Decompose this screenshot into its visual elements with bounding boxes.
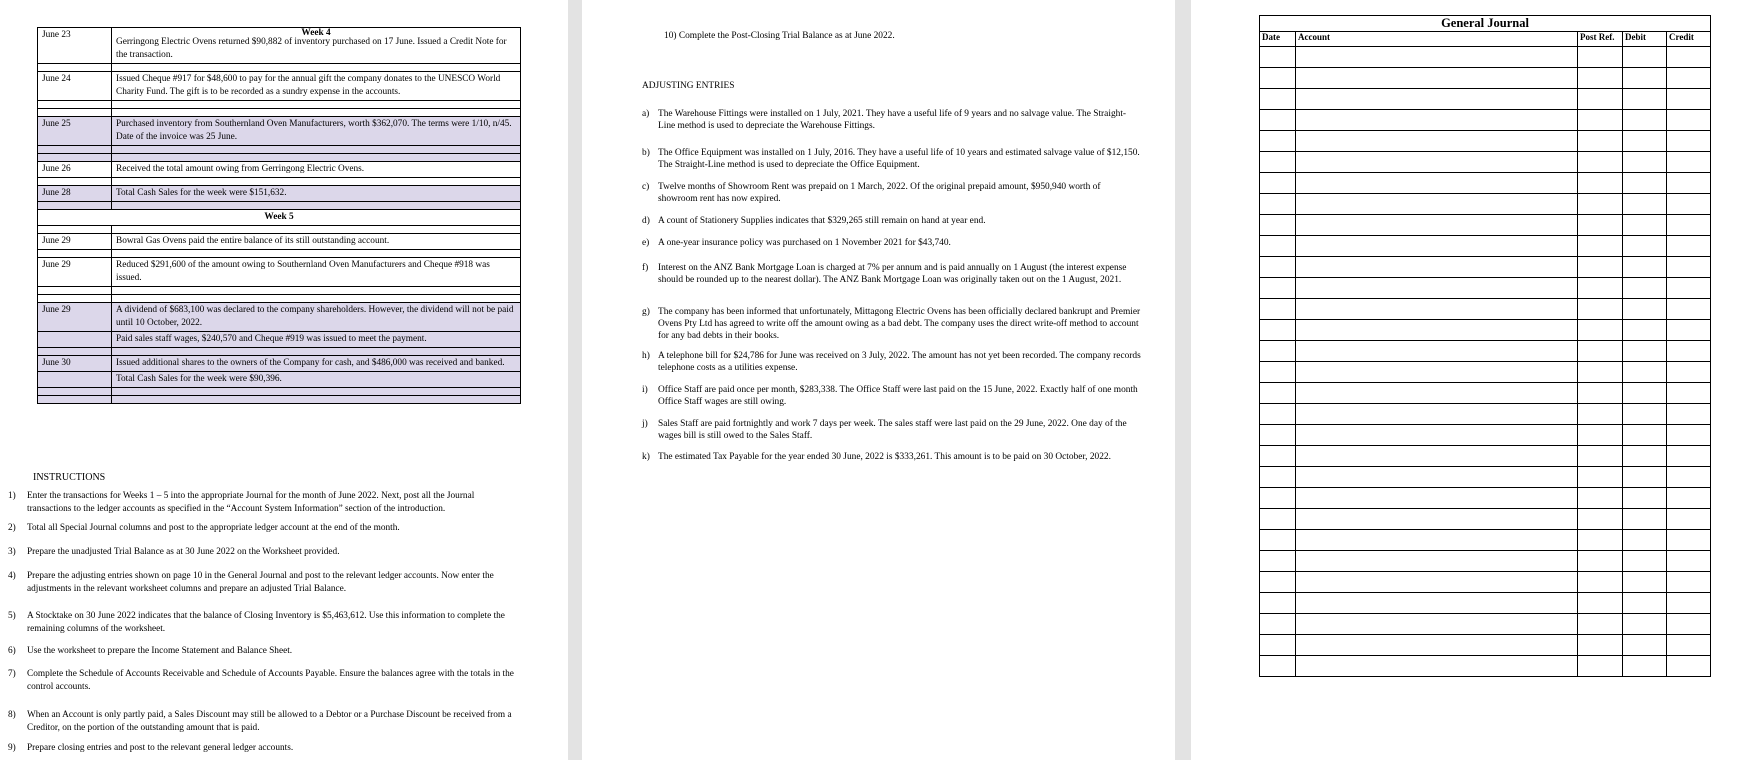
journal-row: [1260, 68, 1711, 89]
credit-cell[interactable]: [1667, 341, 1711, 362]
account-cell[interactable]: [1296, 383, 1578, 404]
instruction-number: 9): [8, 743, 16, 753]
transaction-row: [38, 372, 521, 388]
instruction-number: 1): [8, 491, 16, 501]
entry-text: A count of Stationery Supplies indicates that $329,265 still remain on hand at year end.: [658, 216, 986, 226]
instruction-number: 8): [8, 710, 16, 720]
account-cell[interactable]: [1296, 404, 1578, 425]
journal-row: [1260, 173, 1711, 194]
debit-cell[interactable]: [1623, 152, 1667, 173]
account-cell[interactable]: [1296, 635, 1578, 656]
debit-cell[interactable]: [1623, 467, 1667, 488]
date-cell[interactable]: [1260, 131, 1296, 152]
page-gutter: [1175, 0, 1191, 760]
credit-cell[interactable]: [1667, 47, 1711, 68]
journal-header-row: [1260, 32, 1711, 47]
post-ref-cell[interactable]: [1578, 215, 1623, 236]
journal-row: [1260, 467, 1711, 488]
transaction-row: [38, 162, 521, 178]
credit-cell[interactable]: [1667, 383, 1711, 404]
post-ref-cell[interactable]: [1578, 173, 1623, 194]
account-cell[interactable]: [1296, 572, 1578, 593]
credit-cell[interactable]: [1667, 278, 1711, 299]
post-ref-cell[interactable]: [1578, 47, 1623, 68]
instruction-text: When an Account is only partly paid, a Sales Discount may still be allowed to a Debtor or a Purchase Discount be received from a Creditor, on the portion of the outstanding amount that is paid.: [27, 710, 512, 733]
debit-cell[interactable]: [1623, 173, 1667, 194]
account-cell[interactable]: [1296, 551, 1578, 572]
debit-cell[interactable]: [1623, 383, 1667, 404]
post-ref-cell[interactable]: [1578, 278, 1623, 299]
account-cell[interactable]: [1296, 152, 1578, 173]
account-cell[interactable]: [1296, 131, 1578, 152]
account-cell[interactable]: [1296, 446, 1578, 467]
credit-cell[interactable]: [1667, 656, 1711, 677]
credit-cell[interactable]: [1667, 593, 1711, 614]
credit-cell[interactable]: [1667, 299, 1711, 320]
credit-cell[interactable]: [1667, 572, 1711, 593]
date-cell[interactable]: [1260, 614, 1296, 635]
week-5-row: [38, 210, 521, 226]
debit-cell[interactable]: [1623, 509, 1667, 530]
date-cell[interactable]: [1260, 404, 1296, 425]
post-ref-cell[interactable]: [1578, 656, 1623, 677]
post-ref-cell[interactable]: [1578, 131, 1623, 152]
instruction-text: Total all Special Journal columns and post to the appropriate ledger account at the end of the month.: [27, 523, 400, 533]
debit-cell[interactable]: [1623, 446, 1667, 467]
credit-cell[interactable]: [1667, 89, 1711, 110]
account-cell[interactable]: [1296, 278, 1578, 299]
journal-row: [1260, 131, 1711, 152]
account-cell[interactable]: [1296, 362, 1578, 383]
date-cell[interactable]: [1260, 299, 1296, 320]
spacer-row: [38, 295, 521, 303]
date-cell[interactable]: [1260, 320, 1296, 341]
journal-row: [1260, 383, 1711, 404]
post-ref-cell[interactable]: [1578, 236, 1623, 257]
date-cell[interactable]: [1260, 467, 1296, 488]
transaction-row: [38, 234, 521, 250]
header-credit: Credit: [1667, 32, 1711, 47]
credit-cell[interactable]: [1667, 404, 1711, 425]
entry-text: Twelve months of Showroom Rent was prepaid on 1 March, 2022. Of the original prepaid amount, $950,940 worth of showroom rent has now expired.: [658, 182, 1101, 204]
post-ref-cell[interactable]: [1578, 467, 1623, 488]
transaction-date: June 30: [38, 356, 112, 372]
post-ref-cell[interactable]: [1578, 89, 1623, 110]
spacer-row: [38, 348, 521, 356]
date-cell[interactable]: [1260, 635, 1296, 656]
entry-letter: h): [642, 351, 650, 361]
date-cell[interactable]: [1260, 383, 1296, 404]
header-debit: Debit: [1623, 32, 1667, 47]
page-2: [582, 0, 1175, 760]
transaction-row: [38, 356, 521, 372]
entry-letter: g): [642, 307, 650, 317]
post-ref-cell[interactable]: [1578, 404, 1623, 425]
page-3: [1191, 0, 1741, 760]
credit-cell[interactable]: [1667, 425, 1711, 446]
credit-cell[interactable]: [1667, 509, 1711, 530]
spacer-row: [38, 101, 521, 109]
credit-cell[interactable]: [1667, 110, 1711, 131]
transaction-description: Reduced $291,600 of the amount owing to Southernland Oven Manufacturers and Cheque #918 was issued.: [116, 260, 490, 283]
entry-text: The Office Equipment was installed on 1 July, 2016. They have a useful life of 10 years and estimated salvage value of $12,150. The Straight-Line method is used to depreciate the Office Equipment.: [658, 148, 1140, 170]
header-date: Date: [1260, 32, 1296, 47]
date-cell[interactable]: [1260, 488, 1296, 509]
debit-cell[interactable]: [1623, 320, 1667, 341]
journal-row: [1260, 509, 1711, 530]
date-cell[interactable]: [1260, 593, 1296, 614]
credit-cell[interactable]: [1667, 152, 1711, 173]
credit-cell[interactable]: [1667, 236, 1711, 257]
account-cell[interactable]: [1296, 488, 1578, 509]
account-cell[interactable]: [1296, 173, 1578, 194]
transaction-date: June 23: [38, 28, 112, 64]
post-ref-cell[interactable]: [1578, 341, 1623, 362]
journal-row: [1260, 278, 1711, 299]
post-ref-cell[interactable]: [1578, 194, 1623, 215]
instruction-text: A Stocktake on 30 June 2022 indicates that the balance of Closing Inventory is $5,463,612. Use this information to complete the remaining columns of the worksheet.: [27, 611, 505, 634]
credit-cell[interactable]: [1667, 320, 1711, 341]
account-cell[interactable]: [1296, 593, 1578, 614]
date-cell[interactable]: [1260, 89, 1296, 110]
header-post-ref: Post Ref.: [1578, 32, 1623, 47]
debit-cell[interactable]: [1623, 278, 1667, 299]
credit-cell[interactable]: [1667, 551, 1711, 572]
date-cell[interactable]: [1260, 257, 1296, 278]
journal-row: [1260, 299, 1711, 320]
entry-text: The Warehouse Fittings were installed on 1 July, 2021. They have a useful life of 9 years and no salvage value. The Straight-Line method is used to depreciate the Warehouse Fittings.: [658, 109, 1127, 131]
journal-row: [1260, 47, 1711, 68]
journal-row: [1260, 488, 1711, 509]
journal-row: [1260, 425, 1711, 446]
credit-cell[interactable]: [1667, 173, 1711, 194]
account-cell[interactable]: [1296, 194, 1578, 215]
transaction-row: [38, 72, 521, 101]
debit-cell[interactable]: [1623, 488, 1667, 509]
debit-cell[interactable]: [1623, 89, 1667, 110]
journal-row: [1260, 152, 1711, 173]
journal-row: [1260, 614, 1711, 635]
date-cell[interactable]: [1260, 173, 1296, 194]
account-cell[interactable]: [1296, 320, 1578, 341]
spacer-row: [38, 109, 521, 117]
header-account: Account: [1296, 32, 1578, 47]
date-cell[interactable]: [1260, 572, 1296, 593]
page-gutter: [568, 0, 582, 760]
entry-letter: k): [642, 452, 650, 462]
post-ref-cell[interactable]: [1578, 593, 1623, 614]
transaction-date: June 28: [38, 186, 112, 202]
transaction-date: June 25: [38, 117, 112, 146]
journal-row: [1260, 572, 1711, 593]
post-ref-cell[interactable]: [1578, 383, 1623, 404]
post-ref-cell[interactable]: [1578, 425, 1623, 446]
entry-letter: i): [642, 385, 648, 395]
account-cell[interactable]: [1296, 257, 1578, 278]
credit-cell[interactable]: [1667, 635, 1711, 656]
entry-text: Sales Staff are paid fortnightly and work 7 days per week. The sales staff were last paid on the 29 June, 2022. One day of the wages bill is still owed to the Sales Staff.: [658, 419, 1127, 441]
date-cell[interactable]: [1260, 68, 1296, 89]
post-ref-cell[interactable]: [1578, 320, 1623, 341]
transaction-description: A dividend of $683,100 was declared to the company shareholders. However, the dividend will not be paid until 10 October, 2022.: [116, 305, 514, 328]
entry-letter: f): [642, 263, 649, 273]
credit-cell[interactable]: [1667, 446, 1711, 467]
post-ref-cell[interactable]: [1578, 446, 1623, 467]
transaction-date: June 24: [38, 72, 112, 101]
instruction-number: 6): [8, 646, 16, 656]
spacer-row: [38, 146, 521, 154]
credit-cell[interactable]: [1667, 257, 1711, 278]
post-ref-cell[interactable]: [1578, 257, 1623, 278]
entry-text: Office Staff are paid once per month, $283,338. The Office Staff were last paid on the 15 June, 2022. Exactly half of one month Office Staff wages are still owing.: [658, 385, 1138, 407]
journal-row: [1260, 320, 1711, 341]
journal-row: [1260, 236, 1711, 257]
date-cell[interactable]: [1260, 110, 1296, 131]
entry-text: A telephone bill for $24,786 for June was received on 3 July, 2022. The amount has not yet been recorded. The company records telephone costs as a utilities expense.: [658, 351, 1141, 373]
account-cell[interactable]: [1296, 299, 1578, 320]
debit-cell[interactable]: [1623, 572, 1667, 593]
transaction-description: Purchased inventory from Southernland Oven Manufacturers, worth $362,070. The terms were 1/10, n/45. Date of the invoice was 25 June.: [116, 119, 512, 142]
page-1: [0, 0, 568, 760]
week-5-label: Week 5: [38, 210, 521, 226]
week-4-label: Week 4: [301, 28, 331, 38]
journal-row: [1260, 110, 1711, 131]
post-ref-cell[interactable]: [1578, 362, 1623, 383]
transactions-table: [37, 27, 521, 404]
date-cell[interactable]: [1260, 47, 1296, 68]
debit-cell[interactable]: [1623, 257, 1667, 278]
account-cell[interactable]: [1296, 236, 1578, 257]
date-cell[interactable]: [1260, 551, 1296, 572]
debit-cell[interactable]: [1623, 425, 1667, 446]
spacer-row: [38, 388, 521, 396]
journal-row: [1260, 593, 1711, 614]
debit-cell[interactable]: [1623, 404, 1667, 425]
entry-letter: j): [642, 419, 648, 429]
instructions-title: INSTRUCTIONS: [33, 472, 106, 483]
transaction-date: June 26: [38, 162, 112, 178]
debit-cell[interactable]: [1623, 656, 1667, 677]
account-cell[interactable]: [1296, 68, 1578, 89]
post-ref-cell[interactable]: [1578, 299, 1623, 320]
account-cell[interactable]: [1296, 110, 1578, 131]
spacer-row: [38, 287, 521, 295]
account-cell[interactable]: [1296, 656, 1578, 677]
transaction-description: Gerringong Electric Ovens returned $90,882 of inventory purchased on 17 June. Issued a Credit Note for the transaction.: [116, 37, 507, 60]
account-cell[interactable]: [1296, 467, 1578, 488]
date-cell[interactable]: [1260, 425, 1296, 446]
date-cell[interactable]: [1260, 152, 1296, 173]
journal-row: [1260, 341, 1711, 362]
debit-cell[interactable]: [1623, 362, 1667, 383]
instruction-text: Enter the transactions for Weeks 1 – 5 into the appropriate Journal for the month of June 2022. Next, post all the Journal transactions to the ledger accounts as specified in the “Account System Information” section of the introduction.: [27, 491, 475, 514]
debit-cell[interactable]: [1623, 47, 1667, 68]
date-cell[interactable]: [1260, 530, 1296, 551]
journal-row: [1260, 194, 1711, 215]
transaction-description: Issued additional shares to the owners of the Company for cash, and $486,000 was received and banked.: [116, 358, 505, 368]
spacer-row: [38, 154, 521, 162]
account-cell[interactable]: [1296, 215, 1578, 236]
transaction-row: [38, 258, 521, 287]
credit-cell[interactable]: [1667, 215, 1711, 236]
date-cell[interactable]: [1260, 236, 1296, 257]
instruction-text: Prepare the unadjusted Trial Balance as at 30 June 2022 on the Worksheet provided.: [27, 547, 340, 557]
instruction-number: 7): [8, 669, 16, 679]
post-ref-cell[interactable]: [1578, 68, 1623, 89]
entry-text: The company has been informed that unfortunately, Mittagong Electric Ovens has been officially declared bankrupt and Premier Ovens Pty Ltd has agreed to write off the amount owing as a bad debt. The company uses the direct write-off method to account for any bad debts in their books.: [658, 307, 1141, 341]
entry-letter: b): [642, 148, 650, 158]
post-ref-cell[interactable]: [1578, 110, 1623, 131]
debit-cell[interactable]: [1623, 236, 1667, 257]
date-cell[interactable]: [1260, 215, 1296, 236]
transaction-description: Total Cash Sales for the week were $151,632.: [116, 188, 287, 198]
journal-row: [1260, 362, 1711, 383]
debit-cell[interactable]: [1623, 635, 1667, 656]
instruction-number: 4): [8, 571, 16, 581]
transaction-description: Paid sales staff wages, $240,570 and Cheque #919 was issued to meet the payment.: [112, 332, 521, 348]
post-ref-cell[interactable]: [1578, 152, 1623, 173]
journal-row: [1260, 656, 1711, 677]
transaction-date: June 29: [38, 234, 112, 250]
transaction-date: June 29: [38, 303, 112, 332]
post-ref-cell[interactable]: [1578, 530, 1623, 551]
transaction-description: Bowral Gas Ovens paid the entire balance of its still outstanding account.: [116, 236, 390, 246]
credit-cell[interactable]: [1667, 530, 1711, 551]
step-10-text: 10) Complete the Post-Closing Trial Balance as at June 2022.: [664, 31, 895, 41]
general-journal-table: [1259, 15, 1711, 677]
transaction-row: [38, 303, 521, 332]
post-ref-cell[interactable]: [1578, 614, 1623, 635]
instruction-number: 2): [8, 523, 16, 533]
account-cell[interactable]: [1296, 509, 1578, 530]
entry-letter: e): [642, 238, 650, 248]
entry-letter: d): [642, 216, 650, 226]
post-ref-cell[interactable]: [1578, 488, 1623, 509]
entry-letter: a): [642, 109, 650, 119]
credit-cell[interactable]: [1667, 68, 1711, 89]
transaction-row: [38, 186, 521, 202]
spacer-row: [38, 178, 521, 186]
instruction-text: Complete the Schedule of Accounts Receivable and Schedule of Accounts Payable. Ensure the balances agree with the totals in the control accounts.: [27, 669, 514, 692]
account-cell[interactable]: [1296, 614, 1578, 635]
debit-cell[interactable]: [1623, 110, 1667, 131]
debit-cell[interactable]: [1623, 215, 1667, 236]
entry-text: A one-year insurance policy was purchased on 1 November 2021 for $43,740.: [658, 238, 951, 248]
journal-row: [1260, 446, 1711, 467]
date-cell[interactable]: [1260, 446, 1296, 467]
transaction-row: [38, 28, 521, 64]
journal-row: [1260, 257, 1711, 278]
transaction-row: [38, 332, 521, 348]
debit-cell[interactable]: [1623, 530, 1667, 551]
date-cell[interactable]: [1260, 278, 1296, 299]
credit-cell[interactable]: [1667, 194, 1711, 215]
journal-row: [1260, 215, 1711, 236]
post-ref-cell[interactable]: [1578, 509, 1623, 530]
debit-cell[interactable]: [1623, 341, 1667, 362]
instruction-text: Prepare the adjusting entries shown on page 10 in the General Journal and post to the relevant ledger accounts. Now enter the adjustments in the relevant worksheet columns and prepare an adjusted Trial Balance.: [27, 571, 494, 594]
journal-row: [1260, 89, 1711, 110]
debit-cell[interactable]: [1623, 68, 1667, 89]
credit-cell[interactable]: [1667, 362, 1711, 383]
spacer-row: [38, 202, 521, 210]
journal-row: [1260, 530, 1711, 551]
post-ref-cell[interactable]: [1578, 572, 1623, 593]
debit-cell[interactable]: [1623, 131, 1667, 152]
instruction-number: 5): [8, 611, 16, 621]
general-journal-title: General Journal: [1260, 16, 1711, 32]
instruction-text: Use the worksheet to prepare the Income Statement and Balance Sheet.: [27, 646, 293, 656]
debit-cell[interactable]: [1623, 194, 1667, 215]
debit-cell[interactable]: [1623, 593, 1667, 614]
account-cell[interactable]: [1296, 425, 1578, 446]
post-ref-cell[interactable]: [1578, 551, 1623, 572]
adjusting-entries-heading: ADJUSTING ENTRIES: [642, 81, 735, 91]
entry-letter: c): [642, 182, 650, 192]
spacer-row: [38, 226, 521, 234]
date-cell[interactable]: [1260, 509, 1296, 530]
transaction-description: Total Cash Sales for the week were $90,396.: [112, 372, 521, 388]
entry-text: Interest on the ANZ Bank Mortgage Loan is charged at 7% per annum and is paid annually on 1 August (the interest expense should be rounded up to the nearest dollar). The ANZ Bank Mortgage Loan was originally taken out on the 1 August, 2021.: [658, 263, 1127, 285]
entry-text: The estimated Tax Payable for the year ended 30 June, 2022 is $333,261. This amount is to be paid on 30 October, 2022.: [658, 452, 1111, 462]
debit-cell[interactable]: [1623, 299, 1667, 320]
journal-row: [1260, 551, 1711, 572]
credit-cell[interactable]: [1667, 467, 1711, 488]
date-cell[interactable]: [1260, 656, 1296, 677]
transaction-description: Received the total amount owing from Gerringong Electric Ovens.: [116, 164, 365, 174]
credit-cell[interactable]: [1667, 488, 1711, 509]
transaction-date: June 29: [38, 258, 112, 287]
spacer-row: [38, 396, 521, 404]
post-ref-cell[interactable]: [1578, 635, 1623, 656]
date-cell[interactable]: [1260, 362, 1296, 383]
journal-row: [1260, 404, 1711, 425]
instruction-number: 3): [8, 547, 16, 557]
date-cell[interactable]: [1260, 341, 1296, 362]
instruction-text: Prepare closing entries and post to the relevant general ledger accounts.: [27, 743, 294, 753]
spacer-row: [38, 64, 521, 72]
credit-cell[interactable]: [1667, 131, 1711, 152]
spacer-row: [38, 250, 521, 258]
account-cell[interactable]: [1296, 89, 1578, 110]
debit-cell[interactable]: [1623, 614, 1667, 635]
debit-cell[interactable]: [1623, 551, 1667, 572]
journal-row: [1260, 635, 1711, 656]
transaction-description: Issued Cheque #917 for $48,600 to pay for the annual gift the company donates to the UNESCO World Charity Fund. The gift is to be recorded as a sundry expense in the accounts.: [116, 74, 501, 97]
credit-cell[interactable]: [1667, 614, 1711, 635]
account-cell[interactable]: [1296, 530, 1578, 551]
account-cell[interactable]: [1296, 47, 1578, 68]
date-cell[interactable]: [1260, 194, 1296, 215]
account-cell[interactable]: [1296, 341, 1578, 362]
transaction-row: [38, 117, 521, 146]
